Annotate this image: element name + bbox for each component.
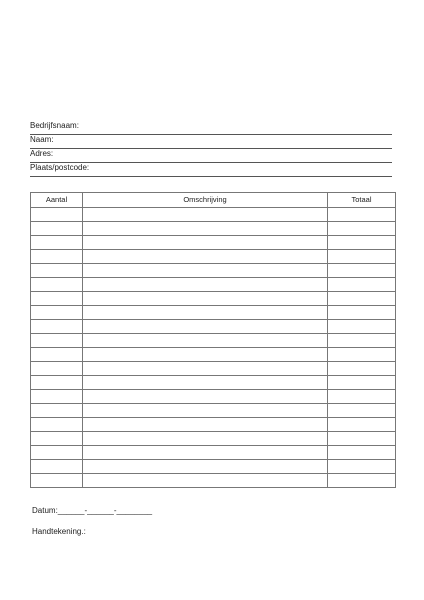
- table-header-row: [31, 193, 396, 208]
- table-row: [31, 404, 396, 418]
- quantity-cell[interactable]: [31, 362, 83, 376]
- quantity-cell[interactable]: [31, 376, 83, 390]
- table-row: [31, 432, 396, 446]
- table-row: [31, 418, 396, 432]
- total-cell[interactable]: [328, 236, 396, 250]
- city-postcode-label: Plaats/postcode:: [30, 163, 90, 172]
- description-cell[interactable]: [83, 264, 328, 278]
- description-cell[interactable]: [83, 404, 328, 418]
- description-cell[interactable]: [83, 278, 328, 292]
- table-row: [31, 320, 396, 334]
- description-cell[interactable]: [83, 432, 328, 446]
- table-row: [31, 264, 396, 278]
- table-row: [31, 222, 396, 236]
- table-body: [31, 208, 396, 488]
- description-cell[interactable]: [83, 362, 328, 376]
- total-cell[interactable]: [328, 250, 396, 264]
- table-row: [31, 474, 396, 488]
- quantity-cell[interactable]: [31, 390, 83, 404]
- signature-line[interactable]: [32, 527, 86, 536]
- quantity-cell[interactable]: [31, 418, 83, 432]
- quantity-cell[interactable]: [31, 404, 83, 418]
- table-row: [31, 460, 396, 474]
- quantity-cell[interactable]: [31, 460, 83, 474]
- total-cell[interactable]: [328, 460, 396, 474]
- quantity-cell[interactable]: [31, 474, 83, 488]
- address-label: Adres:: [30, 149, 54, 158]
- name-label: Naam:: [30, 135, 54, 144]
- description-cell[interactable]: [83, 334, 328, 348]
- total-cell[interactable]: [328, 376, 396, 390]
- table-row: [31, 292, 396, 306]
- address-field[interactable]: [30, 148, 392, 163]
- description-cell[interactable]: [83, 292, 328, 306]
- table-row: [31, 376, 396, 390]
- total-cell[interactable]: [328, 264, 396, 278]
- total-cell[interactable]: [328, 278, 396, 292]
- date-line[interactable]: [32, 506, 152, 515]
- total-cell[interactable]: [328, 222, 396, 236]
- description-cell[interactable]: [83, 446, 328, 460]
- quantity-cell[interactable]: [31, 222, 83, 236]
- quantity-cell[interactable]: [31, 292, 83, 306]
- company-name-field[interactable]: [30, 120, 392, 135]
- table-row: [31, 278, 396, 292]
- description-cell[interactable]: [83, 474, 328, 488]
- description-cell[interactable]: [83, 320, 328, 334]
- column-header-quantity: Aantal: [31, 193, 83, 208]
- total-cell[interactable]: [328, 474, 396, 488]
- description-cell[interactable]: [83, 348, 328, 362]
- description-cell[interactable]: [83, 418, 328, 432]
- signature-label: Handtekening.:: [32, 527, 86, 536]
- table-row: [31, 446, 396, 460]
- table-row: [31, 306, 396, 320]
- items-table: [30, 192, 396, 488]
- total-cell[interactable]: [328, 320, 396, 334]
- quantity-cell[interactable]: [31, 334, 83, 348]
- description-cell[interactable]: [83, 306, 328, 320]
- description-cell[interactable]: [83, 460, 328, 474]
- quantity-cell[interactable]: [31, 208, 83, 222]
- table-row: [31, 208, 396, 222]
- description-cell[interactable]: [83, 250, 328, 264]
- description-cell[interactable]: [83, 390, 328, 404]
- company-name-label: Bedrijfsnaam:: [30, 121, 79, 130]
- table-row: [31, 362, 396, 376]
- table-row: [31, 236, 396, 250]
- city-postcode-field[interactable]: [30, 162, 392, 177]
- quantity-cell[interactable]: [31, 236, 83, 250]
- total-cell[interactable]: [328, 432, 396, 446]
- table-row: [31, 348, 396, 362]
- date-label: Datum:______-______-________: [32, 506, 153, 515]
- total-cell[interactable]: [328, 334, 396, 348]
- total-cell[interactable]: [328, 390, 396, 404]
- name-field[interactable]: [30, 134, 392, 149]
- total-cell[interactable]: [328, 446, 396, 460]
- total-cell[interactable]: [328, 404, 396, 418]
- quantity-cell[interactable]: [31, 320, 83, 334]
- total-cell[interactable]: [328, 306, 396, 320]
- table-row: [31, 250, 396, 264]
- description-cell[interactable]: [83, 236, 328, 250]
- quantity-cell[interactable]: [31, 306, 83, 320]
- total-cell[interactable]: [328, 348, 396, 362]
- table-row: [31, 334, 396, 348]
- description-cell[interactable]: [83, 208, 328, 222]
- column-header-total: Totaal: [328, 193, 396, 208]
- column-header-description: Omschrijving: [83, 193, 328, 208]
- quantity-cell[interactable]: [31, 250, 83, 264]
- description-cell[interactable]: [83, 222, 328, 236]
- quantity-cell[interactable]: [31, 264, 83, 278]
- quantity-cell[interactable]: [31, 446, 83, 460]
- quantity-cell[interactable]: [31, 278, 83, 292]
- description-cell[interactable]: [83, 376, 328, 390]
- quantity-cell[interactable]: [31, 432, 83, 446]
- total-cell[interactable]: [328, 292, 396, 306]
- table-row: [31, 390, 396, 404]
- quantity-cell[interactable]: [31, 348, 83, 362]
- total-cell[interactable]: [328, 418, 396, 432]
- total-cell[interactable]: [328, 208, 396, 222]
- total-cell[interactable]: [328, 362, 396, 376]
